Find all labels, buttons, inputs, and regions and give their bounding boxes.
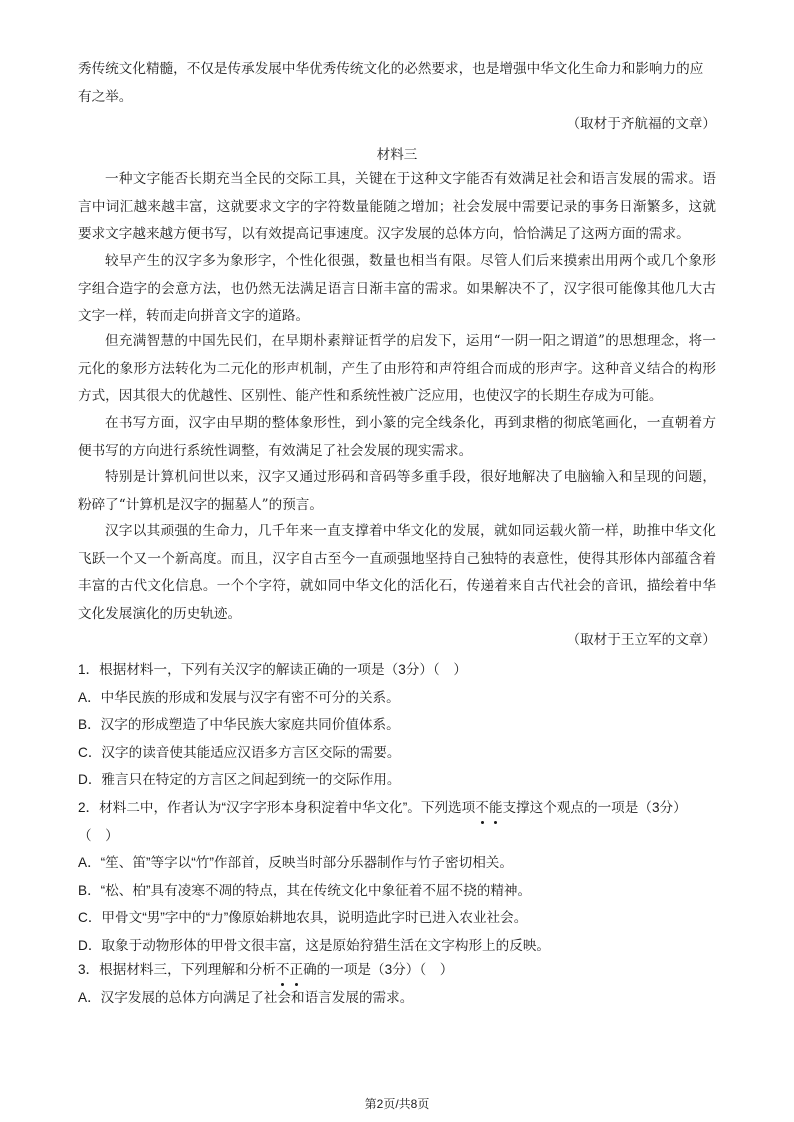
- question-3: [78, 956, 716, 1011]
- material3-paragraph-2: 较早产生的汉字多为象形字，个性化很强，数量也相当有限。尽管人们后来摸索出用两个或几个象形字组合造字的会意方法，也仍然无法满足语言日渐丰富的需求。如果解决不了，汉字很可能像其他几大古文字一样，转而走向拼音文字的道路。: [78, 253, 716, 324]
- material2-last-line: [78, 56, 716, 111]
- material3-paragraph-6: 汉字以其顽强的生命力，几千年来一直支撑着中华文化的发展，就如同运载火箭一样，助推中华文化飞跃一个又一个新高度。而且，汉字自古至今一直顽强地坚持自己独特的表意性，使得其形体内部蕴含着丰富的古代文化信息。一个个字符，就如同中华文化的活化石，传递着来自古代社会的音讯，描绘着中华文化发展演化的历史轨迹。: [78, 523, 716, 622]
- question-3-stem-before: 3．根据材料三，下列理解和分析: [78, 962, 276, 977]
- question-1-option-c: C．汉字的读音使其能适应汉语多方言区交际的需要。: [78, 744, 401, 760]
- question-3-stem: [78, 956, 716, 984]
- question-1-stem: 1．根据材料一，下列有关汉字的解读正确的一项是（3分）（ ）: [78, 662, 467, 677]
- question-2-stem-line2: （ ）: [78, 827, 119, 843]
- material2-line1: 秀传统文化精髓，不仅是传承发展中华优秀传统文化的必然要求，也是增强中华文化生命力和影响力的应: [78, 61, 704, 77]
- question-2-option-b: B．“松、柏”具有凌寒不凋的特点，其在传统文化中象征着不屈不挠的精神。: [78, 882, 532, 898]
- question-2-stem-before: 2．材料二中，作者认为“汉字字形本身积淀着中华文化”。下列选项: [78, 800, 476, 815]
- question-3-emphasis-1: 不: [276, 956, 290, 984]
- material2-source: （取材于齐航福的文章）: [566, 116, 716, 132]
- material3-paragraph-5: 特别是计算机问世以来，汉字又通过形码和音码等多重手段，很好地解决了电脑输入和呈现的问题，粉碎了“计算机是汉字的掘墓人”的预言。: [78, 469, 716, 513]
- question-2-emphasis-1: 不: [475, 794, 489, 822]
- page-number: 第2页/共8页: [364, 1097, 430, 1111]
- material3-title: 材料三: [376, 147, 418, 163]
- material2-line2: 有之举。: [78, 88, 133, 105]
- question-3-option-a: A．汉字发展的总体方向满足了社会和语言发展的需求。: [78, 989, 414, 1005]
- question-1-option-d: D．雅言只在特定的方言区之间起到统一的交际作用。: [78, 772, 401, 787]
- question-2-stem: [78, 794, 716, 822]
- material3-paragraph-1: 一种文字能否长期充当全民的交际工具，关键在于这种文字能否有效满足社会和语言发展的需求。语言中词汇越来越丰富，这就要求文字的字符数量能随之增加；社会发展中需要记录的事务日渐繁多，这就要求文字越来越方便书写，以有效提高记事速度。汉字发展的总体方向，恰恰满足了这两方面的需求。: [78, 171, 716, 242]
- question-2: [78, 794, 716, 959]
- question-2-option-d: D．取象于动物形体的甲骨文很丰富，这是原始狩猎生活在文字构形上的反映。: [78, 937, 551, 953]
- question-2-emphasis-2: 能: [489, 794, 503, 822]
- question-2-option-a: A．“笙、笛”等字以“竹”作部首，反映当时部分乐器制作与竹子密切相关。: [78, 855, 513, 870]
- question-1-option-a: A．中华民族的形成和发展与汉字有密不可分的关系。: [78, 689, 400, 705]
- question-3-stem-after: 确的一项是（3分）（ ）: [303, 962, 454, 977]
- question-1: [78, 656, 716, 794]
- material3-paragraph-4: 在书写方面，汉字由早期的整体象形性，到小篆的完全线条化，再到隶楷的彻底笔画化，一直朝着方便书写的方向进行系统性调整，有效满足了社会发展的现实需求。: [78, 415, 716, 459]
- question-2-stem-after: 支撑这个观点的一项是（3分）: [502, 800, 687, 815]
- question-1-option-b: B．汉字的形成塑造了中华民族大家庭共同价值体系。: [78, 717, 400, 732]
- material3-paragraph-3: 但充满智慧的中国先民们，在早期朴素辩证哲学的启发下，运用“一阴一阳之谓道”的思想理念，将一元化的象形方法转化为二元化的形声机制，产生了由形符和声符组合而成的形声字。这种音义结合的构形方式，因其很大的优越性、区别性、能产性和系统性被广泛应用，也使汉字的长期生存成为可能。: [78, 333, 716, 404]
- question-2-option-c: C．甲骨文“男”字中的“力”像原始耕地农具，说明造此字时已进入农业社会。: [78, 910, 528, 925]
- material3-source: （取材于王立军的文章）: [566, 632, 716, 648]
- question-3-emphasis-2: 正: [289, 956, 303, 984]
